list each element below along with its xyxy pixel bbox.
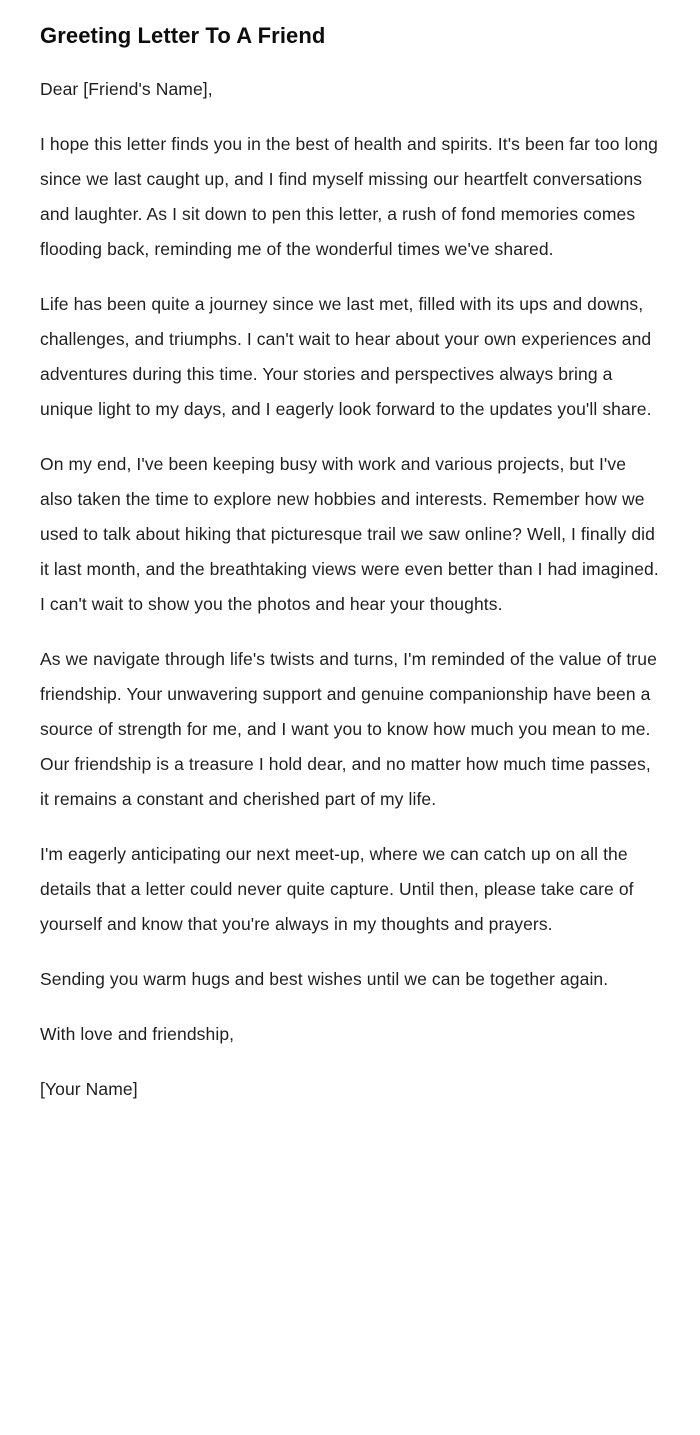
salutation: Dear [Friend's Name], xyxy=(40,79,213,99)
page-title: Greeting Letter To A Friend xyxy=(40,23,326,48)
letter-paragraph-5: I'm eagerly anticipating our next meet-up, where we can catch up on all the details that a letter could never quite capture. Until then, please take care of yourself and know that you're always in my thoughts and prayers. xyxy=(40,844,634,934)
letter-paragraph-2: Life has been quite a journey since we last met, filled with its ups and downs, challenges, and triumphs. I can't wait to hear about your own experiences and adventures during this time. Your stories and perspectives always bring a unique light to my days, and I eagerly look forward to the updates you'll share. xyxy=(40,294,652,419)
closing: With love and friendship, xyxy=(40,1024,235,1044)
letter-paragraph-6: Sending you warm hugs and best wishes until we can be together again. xyxy=(40,969,609,989)
signature: [Your Name] xyxy=(40,1079,138,1099)
letter-paragraph-4: As we navigate through life's twists and turns, I'm reminded of the value of true friendship. Your unwavering support and genuine companionship have been a source of strength for me, and I want you to know how much you mean to me. Our friendship is a treasure I hold dear, and no matter how much time passes, it remains a constant and cherished part of my life. xyxy=(40,649,657,809)
letter-paragraph-1: I hope this letter finds you in the best of health and spirits. It's been far too long since we last caught up, and I find myself missing our heartfelt conversations and laughter. As I sit down to pen this letter, a rush of fond memories comes flooding back, reminding me of the wonderful times we've shared. xyxy=(40,134,659,259)
letter-paragraph-3: On my end, I've been keeping busy with work and various projects, but I've also taken the time to explore new hobbies and interests. Remember how we used to talk about hiking that picturesque trail we saw online? Well, I finally did it last month, and the breathtaking views were even better than I had imagined. I can't wait to show you the photos and hear your thoughts. xyxy=(40,454,659,614)
